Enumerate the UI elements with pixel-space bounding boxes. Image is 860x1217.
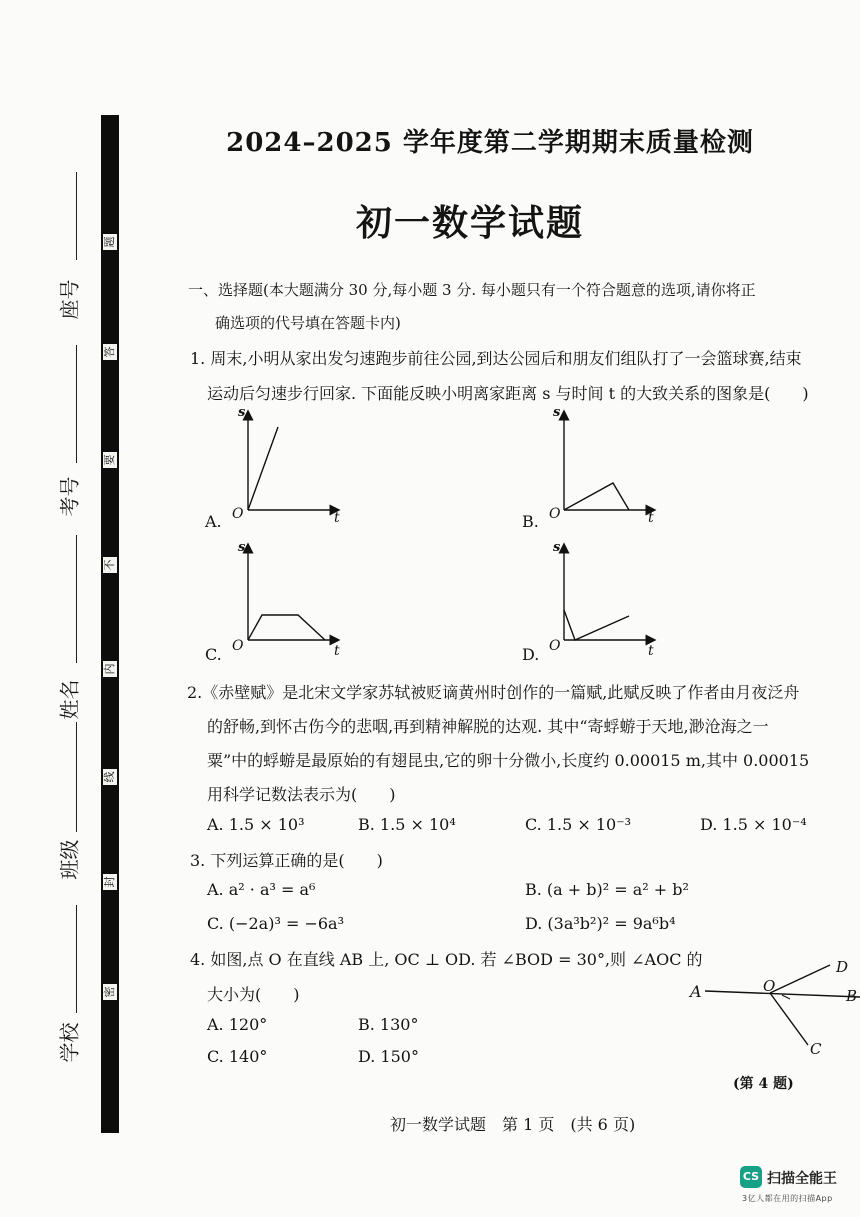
q1-graph-b-s: s — [553, 405, 561, 420]
page-footer: 初一数学试题 第 1 页 (共 6 页) — [390, 1115, 636, 1134]
q1-graph-c-s: s — [238, 540, 246, 555]
q4-label-a: A — [690, 982, 702, 1001]
q1-graph-a-t: t — [334, 510, 340, 526]
scanner-tagline: 3亿人都在用的扫描App — [742, 1194, 833, 1203]
q1-graph-c-o: O — [232, 638, 244, 654]
q1-option-b: B. — [522, 512, 539, 531]
q4-option-b: B. 130° — [358, 1015, 419, 1034]
q4-stem: 4. 如图,点 O 在直线 AB 上, OC ⊥ OD. 若 ∠BOD = 30°,则 ∠AOC 的 — [190, 950, 703, 969]
exam-number-line — [76, 345, 77, 463]
binding-char: 答 — [103, 344, 117, 360]
q3-option-d: D. (3a³b²)² = 9a⁶b⁴ — [525, 914, 676, 933]
q1-stem: 1. 周末,小明从家出发匀速跑步前往公园,到达公园后和朋友们组队打了一会篮球赛,结束 — [190, 349, 802, 368]
school-label: 学校 — [57, 1022, 82, 1063]
q1-graph-a-s: s — [238, 405, 246, 420]
q1-graph-c-t: t — [334, 643, 340, 659]
binding-char: 题 — [103, 234, 117, 250]
q1-graph-b-o: O — [549, 506, 561, 522]
binding-strip — [101, 115, 119, 1133]
q2-stem: 2.《赤壁赋》是北宋文学家苏轼被贬谪黄州时创作的一篇赋,此赋反映了作者由月夜泛舟 — [187, 683, 800, 702]
section-heading-cont: 确选项的代号填在答题卡内) — [215, 314, 401, 332]
binding-char: 密 — [103, 984, 117, 1000]
q4-label-c: C — [810, 1040, 822, 1058]
q2-option-a: A. 1.5 × 10³ — [207, 815, 305, 834]
q4-label-b: B — [846, 987, 858, 1005]
q1-graph-b-t: t — [648, 510, 654, 526]
binding-char: 线 — [103, 769, 117, 785]
name-label: 姓名 — [57, 679, 82, 720]
q4-option-d: D. 150° — [358, 1047, 419, 1066]
binding-char: 封 — [103, 874, 117, 890]
q2-option-b: B. 1.5 × 10⁴ — [358, 815, 456, 834]
q1-option-a: A. — [205, 512, 222, 531]
camscanner-logo-icon: CS — [740, 1166, 762, 1188]
class-label: 班级 — [57, 839, 82, 880]
q1-option-d: D. — [522, 645, 540, 664]
q1-graph-d-t: t — [648, 643, 654, 659]
binding-char: 不 — [103, 557, 117, 573]
q3-option-c: C. (−2a)³ = −6a³ — [207, 914, 344, 933]
q1-graph-d-s: s — [553, 540, 561, 555]
binding-char: 要 — [103, 452, 117, 468]
q4-stem-cont: 大小为( ) — [207, 985, 300, 1004]
seat-label: 座号 — [57, 279, 82, 320]
q2-stem-cont: 用科学记数法表示为( ) — [207, 785, 396, 804]
q3-option-a: A. a² · a³ = a⁶ — [207, 880, 316, 899]
scanner-name: 扫描全能王 — [767, 1171, 837, 1187]
q3-option-b: B. (a + b)² = a² + b² — [525, 880, 689, 899]
subject-title: 初一数学试题 — [355, 202, 584, 244]
q2-stem-cont: 粟”中的蜉蝣是最原始的有翅昆虫,它的卵十分微小,长度约 0.00015 m,其中 0.00015 — [207, 751, 810, 770]
q1-stem-cont: 运动后匀速步行回家. 下面能反映小明离家距离 s 与时间 t 的大致关系的图象是( ) — [207, 384, 809, 403]
q4-label-o: O — [763, 977, 776, 995]
q1-graph-a-o: O — [232, 506, 244, 522]
exam-title: 2024–2025 学年度第二学期期末质量检测 — [226, 128, 754, 158]
q1-graph-a — [225, 405, 350, 530]
name-line — [76, 535, 77, 663]
binding-char: 内 — [103, 661, 117, 677]
q4-option-c: C. 140° — [207, 1047, 268, 1066]
q2-stem-cont: 的舒畅,到怀古伤今的悲咽,再到精神解脱的达观. 其中“寄蜉蝣于天地,渺沧海之一 — [207, 717, 769, 736]
q2-option-d: D. 1.5 × 10⁻⁴ — [700, 815, 807, 834]
q2-option-c: C. 1.5 × 10⁻³ — [525, 815, 632, 834]
class-line — [76, 722, 77, 832]
school-line — [76, 905, 77, 1013]
q4-caption: (第 4 题) — [733, 1076, 794, 1092]
q1-graph-c — [225, 540, 350, 665]
q4-option-a: A. 120° — [207, 1015, 268, 1034]
q1-option-c: C. — [205, 645, 222, 664]
q1-graph-d-o: O — [549, 638, 561, 654]
q4-label-d: D — [836, 958, 849, 976]
exam-number-label: 考号 — [57, 476, 82, 517]
section-heading: 一、选择题(本大题满分 30 分,每小题 3 分. 每小题只有一个符合题意的选项,请你将正 — [188, 281, 756, 299]
q3-stem: 3. 下列运算正确的是( ) — [190, 851, 383, 870]
q4-figure — [690, 955, 860, 1060]
